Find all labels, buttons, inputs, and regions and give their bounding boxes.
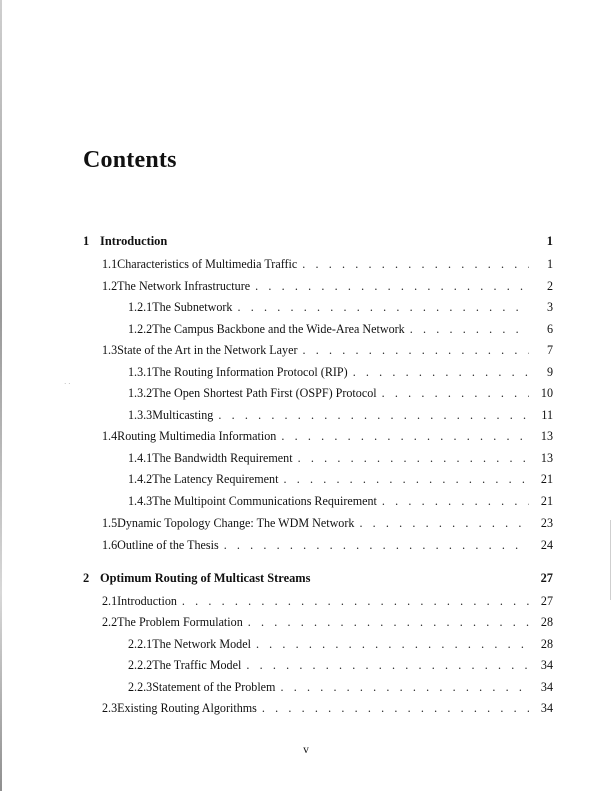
- toc-entry-page-number: 27: [540, 594, 553, 608]
- toc-subsection-entry: [128, 636, 553, 652]
- toc-dot-leader: [280, 679, 529, 695]
- toc-chapter-entry: [83, 570, 553, 586]
- toc-subsection-entry: [128, 450, 553, 466]
- toc-entry-title: Statement of the Problem: [152, 680, 276, 694]
- toc-dot-leader: [382, 493, 529, 509]
- stray-mark: · ·: [64, 380, 71, 388]
- toc-entry-page-number: 6: [546, 322, 553, 336]
- toc-entry-page-number: 28: [540, 615, 553, 629]
- toc-dot-leader: [281, 428, 529, 444]
- toc-entry-page-number: 34: [540, 680, 553, 694]
- toc-entry-title: Outline of the Thesis: [117, 538, 219, 552]
- toc-chapter-entry: [83, 233, 553, 249]
- toc-dot-leader: [255, 278, 529, 294]
- toc-entry-title: Optimum Routing of Multicast Streams: [100, 571, 311, 585]
- toc-entry-title: The Routing Information Protocol (RIP): [152, 365, 348, 379]
- toc-subsection-entry: [128, 321, 553, 337]
- toc-entry-page-number: 13: [540, 429, 553, 443]
- toc-entry-number: 2.1: [102, 594, 118, 608]
- toc-entry-page-number: 13: [540, 451, 553, 465]
- toc-entry-number: 2: [83, 571, 90, 585]
- page-number-folio: v: [303, 744, 309, 756]
- page-right-edge: [610, 520, 611, 600]
- toc-subsection-entry: [128, 493, 553, 509]
- toc-entry-number: 2.3: [102, 701, 118, 715]
- toc-entry-number: 1: [83, 234, 90, 248]
- toc-entry-title: The Open Shortest Path First (OSPF) Protocol: [152, 386, 377, 400]
- toc-dot-leader: [283, 471, 529, 487]
- toc-dot-leader: [302, 342, 529, 358]
- toc-entry-number: 1.3.3: [128, 408, 153, 422]
- toc-dot-leader: [359, 515, 529, 531]
- toc-section-entry: [102, 278, 553, 294]
- toc-section-entry: [102, 593, 553, 609]
- toc-entry-number: 1.3: [102, 343, 118, 357]
- toc-entry-page-number: 3: [546, 300, 553, 314]
- toc-entry-title: The Bandwidth Requirement: [152, 451, 293, 465]
- toc-entry-number: 1.3.2: [128, 386, 153, 400]
- toc-entry-number: 1.4.3: [128, 494, 153, 508]
- toc-entry-number: 1.2.2: [128, 322, 153, 336]
- toc-entry-page-number: 2: [546, 279, 553, 293]
- toc-entry-title: Dynamic Topology Change: The WDM Network: [117, 516, 355, 530]
- toc-subsection-entry: [128, 657, 553, 673]
- toc-entry-title: The Latency Requirement: [152, 472, 279, 486]
- toc-entry-title: Existing Routing Algorithms: [117, 701, 257, 715]
- toc-entry-page-number: 24: [540, 538, 553, 552]
- toc-dot-leader: [353, 364, 529, 380]
- toc-entry-title: The Traffic Model: [152, 658, 242, 672]
- toc-entry-title: The Multipoint Communications Requirement: [152, 494, 377, 508]
- toc-entry-page-number: 21: [540, 494, 553, 508]
- toc-entry-page-number: 21: [540, 472, 553, 486]
- toc-section-entry: [102, 342, 553, 358]
- toc-dot-leader: [248, 614, 529, 630]
- toc-entry-number: 2.2.3: [128, 680, 153, 694]
- page-title: Contents: [83, 147, 177, 173]
- toc-entry-page-number: 28: [540, 637, 553, 651]
- toc-section-entry: [102, 614, 553, 630]
- toc-subsection-entry: [128, 471, 553, 487]
- toc-entry-number: 1.3.1: [128, 365, 153, 379]
- toc-entry-page-number: 1: [546, 257, 553, 271]
- toc-entry-page-number: 7: [546, 343, 553, 357]
- toc-subsection-entry: [128, 299, 553, 315]
- toc-dot-leader: [237, 299, 529, 315]
- toc-subsection-entry: [128, 385, 553, 401]
- toc-dot-leader: [262, 700, 529, 716]
- toc-entry-title: State of the Art in the Network Layer: [117, 343, 298, 357]
- toc-entry-page-number: 1: [546, 234, 553, 248]
- toc-entry-title: The Campus Backbone and the Wide-Area Network: [152, 322, 405, 336]
- toc-entry-number: 1.4: [102, 429, 118, 443]
- toc-entry-number: 1.4.1: [128, 451, 153, 465]
- toc-dot-leader: [256, 636, 529, 652]
- toc-entry-number: 2.2.2: [128, 658, 153, 672]
- toc-section-entry: [102, 537, 553, 553]
- toc-entry-page-number: 9: [546, 365, 553, 379]
- toc-entry-title: Introduction: [117, 594, 177, 608]
- toc-dot-leader: [298, 450, 529, 466]
- toc-section-entry: [102, 515, 553, 531]
- toc-entry-page-number: 23: [540, 516, 553, 530]
- toc-entry-page-number: 27: [540, 571, 553, 585]
- toc-entry-page-number: 34: [540, 658, 553, 672]
- toc-entry-page-number: 10: [540, 386, 553, 400]
- toc-entry-title: The Network Infrastructure: [117, 279, 251, 293]
- toc-entry-number: 2.2.1: [128, 637, 153, 651]
- toc-entry-title: The Problem Formulation: [117, 615, 243, 629]
- toc-subsection-entry: [128, 679, 553, 695]
- toc-entry-page-number: 34: [540, 701, 553, 715]
- toc-entry-number: 1.1: [102, 257, 118, 271]
- toc-dot-leader: [224, 537, 529, 553]
- toc-dot-leader: [410, 321, 529, 337]
- toc-entry-number: 1.2.1: [128, 300, 153, 314]
- page-left-edge: [0, 0, 2, 791]
- toc-dot-leader: [218, 407, 529, 423]
- toc-dot-leader: [302, 256, 529, 272]
- toc-section-entry: [102, 428, 553, 444]
- toc-subsection-entry: [128, 364, 553, 380]
- toc-section-entry: [102, 700, 553, 716]
- toc-section-entry: [102, 256, 553, 272]
- toc-entry-title: Multicasting: [152, 408, 214, 422]
- toc-entry-title: The Network Model: [152, 637, 251, 651]
- toc-entry-number: 1.5: [102, 516, 118, 530]
- toc-dot-leader: [382, 385, 529, 401]
- toc-dot-leader: [182, 593, 529, 609]
- toc-entry-title: Routing Multimedia Information: [117, 429, 277, 443]
- toc-entry-number: 2.2: [102, 615, 118, 629]
- toc-subsection-entry: [128, 407, 553, 423]
- toc-dot-leader: [246, 657, 529, 673]
- toc-entry-number: 1.6: [102, 538, 118, 552]
- toc-entry-number: 1.2: [102, 279, 118, 293]
- toc-entry-title: Introduction: [100, 234, 168, 248]
- toc-entry-title: Characteristics of Multimedia Traffic: [117, 257, 298, 271]
- toc-entry-number: 1.4.2: [128, 472, 153, 486]
- toc-entry-title: The Subnetwork: [152, 300, 233, 314]
- toc-entry-page-number: 11: [541, 408, 553, 422]
